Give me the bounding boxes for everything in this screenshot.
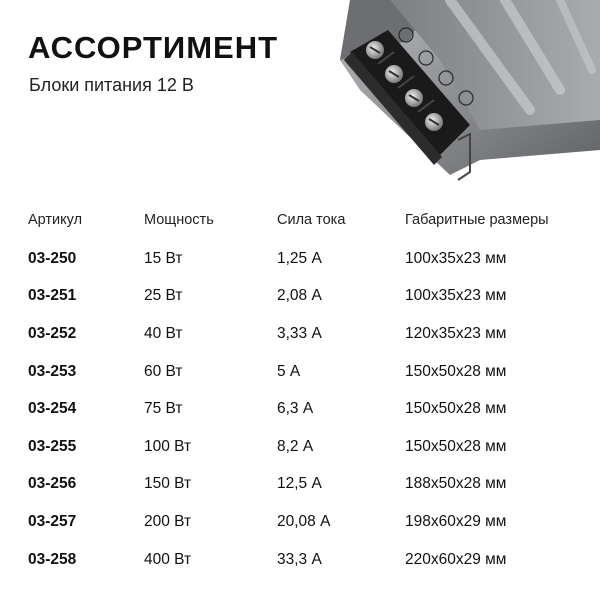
table-row [28,353,595,391]
table-row [28,503,595,541]
current-cell: 6,3 А [277,400,314,418]
power-cell: 100 Вт [144,437,192,455]
article-cell: 03-255 [28,437,77,455]
current-cell: 5 А [277,362,301,380]
dimensions-cell: 198x60x29 мм [405,512,507,530]
power-cell: 150 Вт [144,475,192,493]
table-row [28,315,595,353]
power-supply-unit-image [330,0,600,190]
article-cell: 03-258 [28,550,77,568]
table-row [28,541,595,579]
column-header-current: Сила тока [277,212,346,228]
current-cell: 2,08 А [277,287,322,305]
table-row [28,240,595,278]
power-cell: 40 Вт [144,324,183,342]
dimensions-cell: 188x50x28 мм [405,475,507,493]
column-header-dimensions: Габаритные размеры [405,212,549,228]
power-cell: 25 Вт [144,287,183,305]
spec-table [28,212,595,578]
page-title: АССОРТИМЕНТ [28,30,279,65]
power-cell: 75 Вт [144,400,183,418]
table-row [28,278,595,316]
article-cell: 03-257 [28,512,77,530]
table-row [28,428,595,466]
column-header-article: Артикул [28,212,83,228]
dimensions-cell: 100x35x23 мм [405,287,507,305]
dimensions-cell: 150x50x28 мм [405,362,507,380]
table-header-row [28,212,595,240]
dimensions-cell: 100x35x23 мм [405,249,507,267]
table-row [28,466,595,504]
article-cell: 03-251 [28,287,77,305]
dimensions-cell: 150x50x28 мм [405,437,507,455]
column-header-power: Мощность [144,212,214,228]
power-cell: 15 Вт [144,249,183,267]
article-cell: 03-250 [28,249,77,267]
page-subtitle: Блоки питания 12 В [29,75,194,95]
power-cell: 400 Вт [144,550,192,568]
dimensions-cell: 120x35x23 мм [405,324,507,342]
power-cell: 200 Вт [144,512,192,530]
current-cell: 20,08 А [277,512,331,530]
article-cell: 03-254 [28,400,77,418]
current-cell: 3,33 А [277,324,322,342]
dimensions-cell: 150x50x28 мм [405,400,507,418]
table-row [28,390,595,428]
article-cell: 03-252 [28,324,77,342]
current-cell: 12,5 А [277,475,322,493]
current-cell: 1,25 А [277,249,322,267]
power-cell: 60 Вт [144,362,183,380]
current-cell: 33,3 А [277,550,322,568]
dimensions-cell: 220x60x29 мм [405,550,507,568]
current-cell: 8,2 А [277,437,314,455]
article-cell: 03-256 [28,475,77,493]
article-cell: 03-253 [28,362,77,380]
